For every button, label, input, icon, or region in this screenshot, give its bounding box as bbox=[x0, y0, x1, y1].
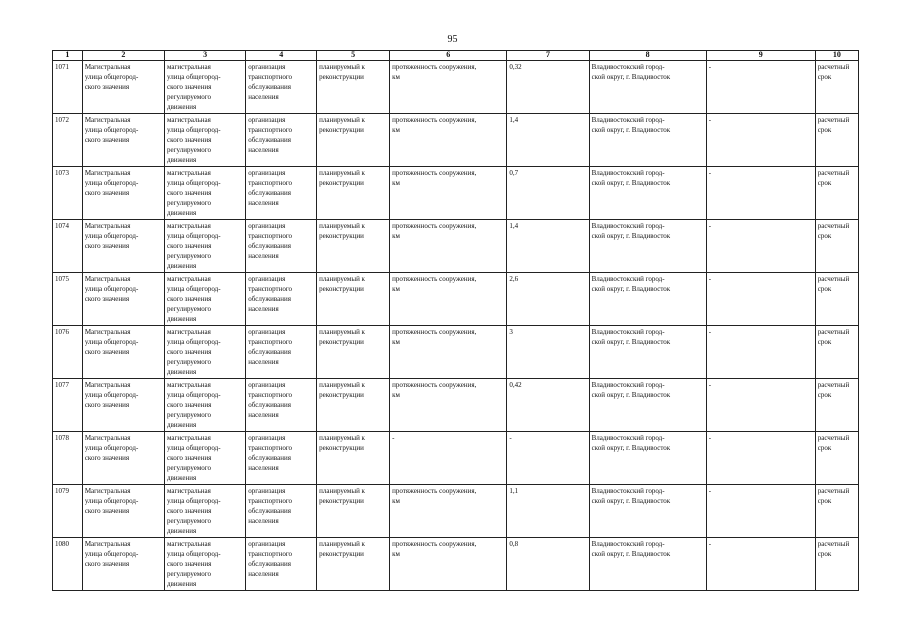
characteristic-cell: протяженность сооружения, км bbox=[390, 379, 507, 432]
location-cell: Владивостокский город- ской округ, г. Владивосток bbox=[589, 167, 706, 220]
column-header: 5 bbox=[317, 51, 390, 61]
object-purpose-cell: организация транспортного обслуживания населения bbox=[246, 61, 317, 114]
term-cell: расчетный срок bbox=[815, 61, 858, 114]
table-row bbox=[53, 114, 859, 167]
value-cell: 0,7 bbox=[507, 167, 589, 220]
value-cell: 1,4 bbox=[507, 220, 589, 273]
term-cell: расчетный срок bbox=[815, 220, 858, 273]
object-type-cell: магистральная улица общегород- ского значения регулируемого движения bbox=[165, 379, 246, 432]
zone-cell: - bbox=[706, 538, 815, 591]
location-cell: Владивостокский город- ской округ, г. Владивосток bbox=[589, 485, 706, 538]
object-purpose-cell: организация транспортного обслуживания населения bbox=[246, 485, 317, 538]
row-number-cell: 1075 bbox=[53, 273, 83, 326]
column-header: 3 bbox=[165, 51, 246, 61]
term-cell: расчетный срок bbox=[815, 273, 858, 326]
object-status-cell: планируемый к реконструкции bbox=[317, 273, 390, 326]
object-status-cell: планируемый к реконструкции bbox=[317, 379, 390, 432]
zone-cell: - bbox=[706, 220, 815, 273]
table-row bbox=[53, 273, 859, 326]
term-cell: расчетный срок bbox=[815, 379, 858, 432]
location-cell: Владивостокский город- ской округ, г. Владивосток bbox=[589, 379, 706, 432]
characteristic-cell: протяженность сооружения, км bbox=[390, 167, 507, 220]
object-name-cell: Магистральная улица общегород- ского значения bbox=[82, 220, 164, 273]
object-name-cell: Магистральная улица общегород- ского значения bbox=[82, 432, 164, 485]
object-name-cell: Магистральная улица общегород- ского значения bbox=[82, 538, 164, 591]
location-cell: Владивостокский город- ской округ, г. Владивосток bbox=[589, 220, 706, 273]
object-type-cell: магистральная улица общегород- ского значения регулируемого движения bbox=[165, 61, 246, 114]
object-status-cell: планируемый к реконструкции bbox=[317, 167, 390, 220]
value-cell: 2,6 bbox=[507, 273, 589, 326]
value-cell: 0,42 bbox=[507, 379, 589, 432]
characteristic-cell: протяженность сооружения, км bbox=[390, 485, 507, 538]
value-cell: - bbox=[507, 432, 589, 485]
location-cell: Владивостокский город- ской округ, г. Владивосток bbox=[589, 273, 706, 326]
location-cell: Владивостокский город- ской округ, г. Владивосток bbox=[589, 538, 706, 591]
object-type-cell: магистральная улица общегород- ского значения регулируемого движения bbox=[165, 167, 246, 220]
column-header: 1 bbox=[53, 51, 83, 61]
object-status-cell: планируемый к реконструкции bbox=[317, 538, 390, 591]
object-name-cell: Магистральная улица общегород- ского значения bbox=[82, 273, 164, 326]
object-status-cell: планируемый к реконструкции bbox=[317, 485, 390, 538]
object-name-cell: Магистральная улица общегород- ского значения bbox=[82, 379, 164, 432]
row-number-cell: 1080 bbox=[53, 538, 83, 591]
row-number-cell: 1074 bbox=[53, 220, 83, 273]
characteristic-cell: протяженность сооружения, км bbox=[390, 114, 507, 167]
object-purpose-cell: организация транспортного обслуживания населения bbox=[246, 538, 317, 591]
location-cell: Владивостокский город- ской округ, г. Владивосток bbox=[589, 61, 706, 114]
zone-cell: - bbox=[706, 432, 815, 485]
header-row bbox=[53, 51, 859, 61]
object-status-cell: планируемый к реконструкции bbox=[317, 432, 390, 485]
zone-cell: - bbox=[706, 61, 815, 114]
row-number-cell: 1073 bbox=[53, 167, 83, 220]
zone-cell: - bbox=[706, 167, 815, 220]
table-row bbox=[53, 432, 859, 485]
object-name-cell: Магистральная улица общегород- ского значения bbox=[82, 167, 164, 220]
row-number-cell: 1078 bbox=[53, 432, 83, 485]
location-cell: Владивостокский город- ской округ, г. Владивосток bbox=[589, 326, 706, 379]
value-cell: 0,32 bbox=[507, 61, 589, 114]
object-type-cell: магистральная улица общегород- ского значения регулируемого движения bbox=[165, 538, 246, 591]
object-type-cell: магистральная улица общегород- ского значения регулируемого движения bbox=[165, 220, 246, 273]
table-row bbox=[53, 485, 859, 538]
characteristic-cell: протяженность сооружения, км bbox=[390, 538, 507, 591]
row-number-cell: 1076 bbox=[53, 326, 83, 379]
table-row bbox=[53, 326, 859, 379]
characteristic-cell: протяженность сооружения, км bbox=[390, 326, 507, 379]
object-name-cell: Магистральная улица общегород- ского значения bbox=[82, 114, 164, 167]
table-row bbox=[53, 379, 859, 432]
zone-cell: - bbox=[706, 379, 815, 432]
object-purpose-cell: организация транспортного обслуживания населения bbox=[246, 114, 317, 167]
object-name-cell: Магистральная улица общегород- ского значения bbox=[82, 485, 164, 538]
zone-cell: - bbox=[706, 273, 815, 326]
object-status-cell: планируемый к реконструкции bbox=[317, 326, 390, 379]
table-row bbox=[53, 220, 859, 273]
object-purpose-cell: организация транспортного обслуживания населения bbox=[246, 326, 317, 379]
value-cell: 1,1 bbox=[507, 485, 589, 538]
object-type-cell: магистральная улица общегород- ского значения регулируемого движения bbox=[165, 326, 246, 379]
object-type-cell: магистральная улица общегород- ского значения регулируемого движения bbox=[165, 273, 246, 326]
object-status-cell: планируемый к реконструкции bbox=[317, 61, 390, 114]
column-header: 10 bbox=[815, 51, 858, 61]
column-header: 8 bbox=[589, 51, 706, 61]
column-header: 6 bbox=[390, 51, 507, 61]
zone-cell: - bbox=[706, 485, 815, 538]
object-name-cell: Магистральная улица общегород- ского значения bbox=[82, 326, 164, 379]
objects-table bbox=[52, 50, 859, 591]
characteristic-cell: протяженность сооружения, км bbox=[390, 61, 507, 114]
object-type-cell: магистральная улица общегород- ского значения регулируемого движения bbox=[165, 485, 246, 538]
object-name-cell: Магистральная улица общегород- ского значения bbox=[82, 61, 164, 114]
row-number-cell: 1079 bbox=[53, 485, 83, 538]
term-cell: расчетный срок bbox=[815, 167, 858, 220]
column-header: 7 bbox=[507, 51, 589, 61]
object-type-cell: магистральная улица общегород- ского значения регулируемого движения bbox=[165, 432, 246, 485]
value-cell: 0,8 bbox=[507, 538, 589, 591]
table-row bbox=[53, 167, 859, 220]
table-row bbox=[53, 61, 859, 114]
column-header: 2 bbox=[82, 51, 164, 61]
zone-cell: - bbox=[706, 114, 815, 167]
zone-cell: - bbox=[706, 326, 815, 379]
term-cell: расчетный срок bbox=[815, 114, 858, 167]
object-status-cell: планируемый к реконструкции bbox=[317, 114, 390, 167]
term-cell: расчетный срок bbox=[815, 326, 858, 379]
object-type-cell: магистральная улица общегород- ского значения регулируемого движения bbox=[165, 114, 246, 167]
location-cell: Владивостокский город- ской округ, г. Владивосток bbox=[589, 432, 706, 485]
term-cell: расчетный срок bbox=[815, 538, 858, 591]
location-cell: Владивостокский город- ской округ, г. Владивосток bbox=[589, 114, 706, 167]
row-number-cell: 1071 bbox=[53, 61, 83, 114]
object-purpose-cell: организация транспортного обслуживания населения bbox=[246, 432, 317, 485]
row-number-cell: 1072 bbox=[53, 114, 83, 167]
object-purpose-cell: организация транспортного обслуживания населения bbox=[246, 379, 317, 432]
column-header: 9 bbox=[706, 51, 815, 61]
term-cell: расчетный срок bbox=[815, 432, 858, 485]
characteristic-cell: протяженность сооружения, км bbox=[390, 220, 507, 273]
object-purpose-cell: организация транспортного обслуживания населения bbox=[246, 220, 317, 273]
value-cell: 3 bbox=[507, 326, 589, 379]
row-number-cell: 1077 bbox=[53, 379, 83, 432]
column-header: 4 bbox=[246, 51, 317, 61]
table-row bbox=[53, 538, 859, 591]
page-number: 95 bbox=[447, 34, 458, 45]
object-purpose-cell: организация транспортного обслуживания населения bbox=[246, 273, 317, 326]
characteristic-cell: - bbox=[390, 432, 507, 485]
value-cell: 1,4 bbox=[507, 114, 589, 167]
term-cell: расчетный срок bbox=[815, 485, 858, 538]
characteristic-cell: протяженность сооружения, км bbox=[390, 273, 507, 326]
object-status-cell: планируемый к реконструкции bbox=[317, 220, 390, 273]
object-purpose-cell: организация транспортного обслуживания населения bbox=[246, 167, 317, 220]
